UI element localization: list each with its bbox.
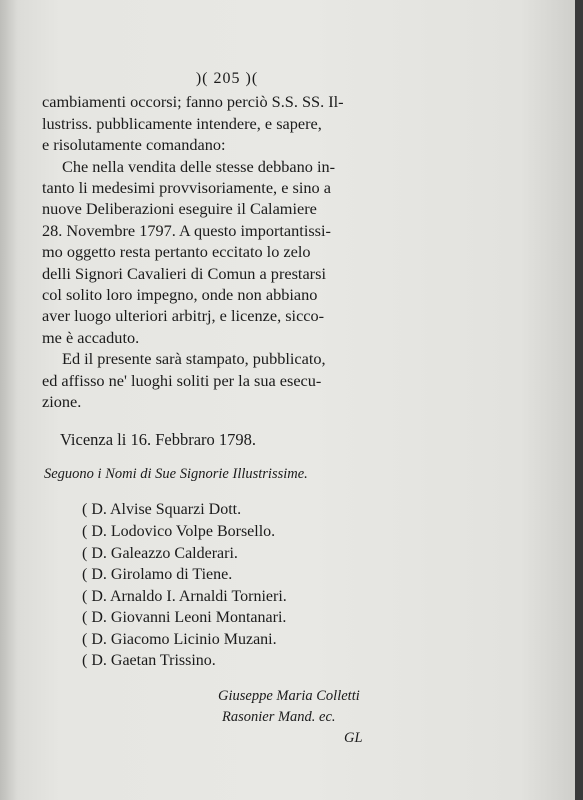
text-line: me è accaduto. [42, 327, 140, 347]
page-edge-shadow [575, 0, 583, 800]
signature-block [42, 686, 402, 749]
page-number-header: )( 205 )( [195, 70, 259, 87]
text-line: delli Signori Cavalieri di Comun a prestarsi [42, 263, 326, 283]
list-item: ( D. Arnaldo I. Arnaldi Tornieri. [82, 587, 287, 605]
names-heading: Seguono i Nomi di Sue Signorie Illustrissime. [44, 465, 308, 482]
text-line: e risolutamente comandano: [42, 135, 226, 155]
signature-name: Giuseppe Maria Colletti [218, 688, 360, 705]
text-line: zione. [42, 392, 82, 412]
list-item: ( D. Gaetan Trissino. [82, 652, 216, 670]
text-line: cambiamenti occorsi; fanno perciò S.S. SS. Il- [42, 92, 344, 112]
signature-title: Rasonier Mand. ec. [222, 709, 336, 726]
signature-initials: GL [344, 730, 363, 747]
paragraph-1 [42, 91, 402, 155]
text-line: 28. Novembre 1797. A questo importantissi- [42, 220, 331, 240]
list-item: ( D. Girolamo di Tiene. [82, 566, 233, 584]
text-line: aver luogo ulteriori arbitrj, e licenze, sicco- [42, 306, 325, 326]
names-list [42, 499, 402, 672]
text-line: tanto li medesimi provvisoriamente, e sino a [42, 178, 331, 198]
paragraph-3 [42, 348, 402, 412]
list-item: ( D. Lodovico Volpe Borsello. [82, 522, 276, 540]
list-item: ( D. Giovanni Leoni Montanari. [82, 609, 287, 627]
list-item: ( D. Galeazzo Calderari. [82, 544, 238, 562]
text-line: lustriss. pubblicamente intendere, e sapere, [42, 113, 322, 133]
text-line: nuove Deliberazioni eseguire il Calamiere [42, 199, 317, 219]
date-line: Vicenza li 16. Febbraro 1798. [60, 429, 257, 449]
paragraph-2 [42, 156, 402, 349]
list-item: ( D. Giacomo Licinio Muzani. [82, 630, 277, 648]
text-line: Ed il presente sarà stampato, pubblicato, [62, 349, 326, 369]
document-body [42, 68, 402, 749]
text-line: mo oggetto resta pertanto eccitato lo zelo [42, 242, 311, 262]
text-line: ed affisso ne' luoghi soliti per la sua esecu- [42, 370, 322, 390]
text-line: Che nella vendita delle stesse debbano in- [62, 156, 336, 176]
text-line: col solito loro impegno, onde non abbiano [42, 285, 318, 305]
list-item: ( D. Alvise Squarzi Dott. [82, 501, 242, 519]
